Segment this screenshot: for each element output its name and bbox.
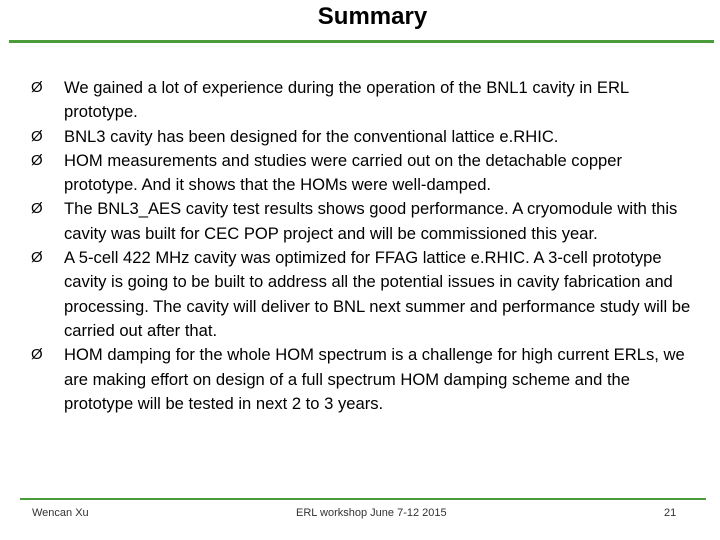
arrow-bullet-icon: Ø bbox=[31, 249, 43, 267]
title-divider bbox=[9, 40, 714, 43]
bullet-text: HOM damping for the whole HOM spectrum is a challenge for high current ERLs, we are making effort on design of a full spectrum HOM damping scheme and the prototype will be tested in next 2 to 3 years. bbox=[64, 345, 685, 413]
bullet-item bbox=[28, 246, 696, 343]
bullet-item bbox=[28, 343, 696, 416]
bullet-text: A 5-cell 422 MHz cavity was optimized for FFAG lattice e.RHIC. A 3-cell prototype cavity is going to be built to address all the potential issues in cavity fabrication and processing. The cavity will deliver to BNL next summer and performance study will be carried out after that. bbox=[64, 248, 691, 340]
footer-author: Wencan Xu bbox=[32, 507, 89, 519]
bullet-list bbox=[28, 76, 696, 416]
footer-event: ERL workshop June 7-12 2015 bbox=[296, 507, 447, 519]
footer-divider bbox=[20, 498, 706, 500]
arrow-bullet-icon: Ø bbox=[31, 151, 43, 169]
bullet-item bbox=[28, 76, 696, 125]
arrow-bullet-icon: Ø bbox=[31, 127, 43, 145]
bullet-text: The BNL3_AES cavity test results shows good performance. A cryomodule with this cavity was built for CEC POP project and will be commissioned this year. bbox=[64, 199, 678, 243]
slide-title: Summary bbox=[317, 3, 428, 30]
arrow-bullet-icon: Ø bbox=[31, 346, 43, 364]
bullet-text: BNL3 cavity has been designed for the conventional lattice e.RHIC. bbox=[64, 126, 559, 146]
bullet-item bbox=[28, 125, 696, 149]
arrow-bullet-icon: Ø bbox=[31, 200, 43, 218]
page-number: 21 bbox=[664, 507, 677, 519]
bullet-item bbox=[28, 197, 696, 246]
bullet-text: HOM measurements and studies were carried out on the detachable copper prototype. And it shows that the HOMs were well-damped. bbox=[64, 150, 623, 195]
bullet-text: We gained a lot of experience during the operation of the BNL1 cavity in ERL prototype. bbox=[64, 78, 629, 122]
bullet-item bbox=[28, 149, 696, 198]
arrow-bullet-icon: Ø bbox=[31, 79, 43, 96]
